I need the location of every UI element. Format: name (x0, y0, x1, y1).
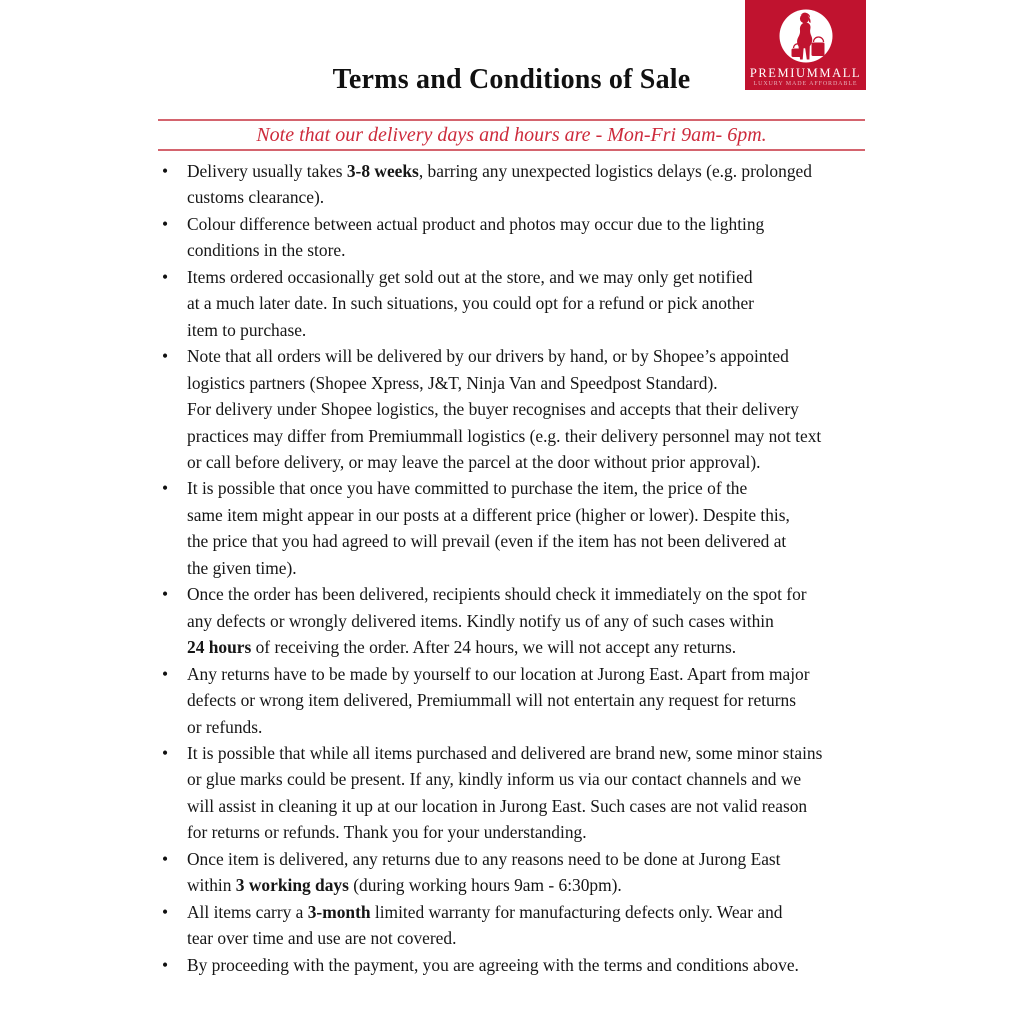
term-item: • Any returns have to be made by yourself to our location at Jurong East. Apart from major defects or wrong item delivered, Premiummall will not entertain any request for returns or refunds. (158, 661, 848, 740)
brand-name: PREMIUMMALL (749, 66, 862, 80)
term-item: • Once the order has been delivered, recipients should check it immediately on the spot for any defects or wrongly delivered items. Kindly notify us of any of such cases within 24 hours of receiving the order. After 24 hours, we will not accept any returns. (158, 581, 848, 660)
woman-shopper-icon (745, 5, 866, 66)
term-item: • Note that all orders will be delivered by our drivers by hand, or by Shopee’s appointed logistics partners (Shopee Xpress, J&T, Ninja Van and Speedpost Standard). For delivery under Shopee logistics, the buyer recognises and accepts that their delivery practices may differ from Premiummall logistics (e.g. their delivery personnel may not text or call before delivery, or may leave the parcel at the door without prior approval). (158, 343, 848, 475)
term-item: • It is possible that once you have committed to purchase the item, the price of the same item might appear in our posts at a different price (higher or lower). Despite this, the price that you had agreed to will prevail (even if the item has not been delivered at the given time). (158, 475, 848, 581)
notice-top-rule (158, 119, 865, 121)
term-item: • Once item is delivered, any returns due to any reasons need to be done at Jurong East within 3 working days (during working hours 9am - 6:30pm). (158, 846, 848, 899)
term-item: • Items ordered occasionally get sold out at the store, and we may only get notified at a much later date. In such situations, you could opt for a refund or pick another item to purchase. (158, 264, 848, 343)
notice-bottom-rule (158, 149, 865, 151)
page-title: Terms and Conditions of Sale (332, 64, 691, 95)
term-item: • Colour difference between actual product and photos may occur due to the lighting conditions in the store. (158, 211, 848, 264)
term-item: • All items carry a 3-month limited warranty for manufacturing defects only. Wear and tear over time and use are not covered. (158, 899, 848, 952)
term-item: • By proceeding with the payment, you are agreeing with the terms and conditions above. (158, 952, 848, 978)
term-item: • Delivery usually takes 3-8 weeks, barring any unexpected logistics delays (e.g. prolonged customs clearance). (158, 158, 848, 211)
terms-list (158, 158, 848, 978)
delivery-notice: Note that our delivery days and hours are - Mon-Fri 9am- 6pm. (256, 124, 767, 146)
term-item: • It is possible that while all items purchased and delivered are brand new, some minor stains or glue marks could be present. If any, kindly inform us via our contact channels and we will assist in cleaning it up at our location in Jurong East. Such cases are not valid reason for returns or refunds. Thank you for your understanding. (158, 740, 848, 846)
brand-tagline: LUXURY MADE AFFORDABLE (753, 81, 858, 87)
